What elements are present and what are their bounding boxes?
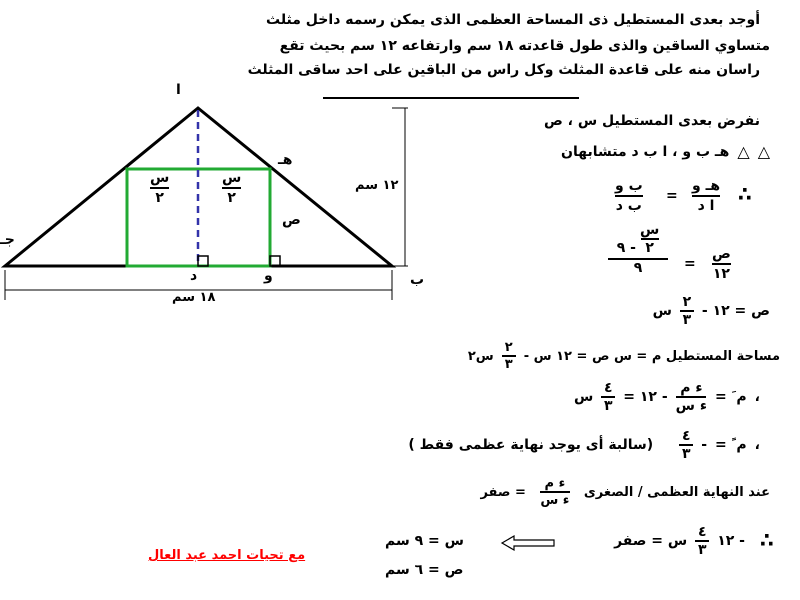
triangle-symbol-icon: △ xyxy=(737,142,750,161)
half-width-right: س ٢ xyxy=(222,170,242,206)
vertex-b-label: ب xyxy=(410,272,425,288)
problem-line-1: أوجد بعدى المستطيل ذى المساحة العظمى الذى يمكن رسمه داخل مثلث xyxy=(266,12,760,28)
arrow-left-icon xyxy=(500,534,556,552)
area-expression: مساحة المستطيل م = س ص = ١٢ س - ٢ ٣ س٢ xyxy=(467,340,780,372)
therefore-icon-2: ∴ xyxy=(760,528,774,552)
result-x: س = ٩ سم xyxy=(385,533,464,549)
point-h-label: هـ xyxy=(278,152,293,168)
eq2-nested-frac: ٩ - س ٢ ٩ xyxy=(608,222,668,276)
height-label: ١٢ سم xyxy=(355,178,399,193)
first-derivative: ، م َ = ء م ء س = ١٢ - ٤ ٣ س xyxy=(573,380,760,414)
problem-line-2: متساوي الساقين والذى طول قاعدته ١٨ سم وارتفاعه ١٢ سم بحيث تقع xyxy=(279,38,770,54)
triangle-figure xyxy=(0,0,420,320)
eq2-right: ص ١٢ xyxy=(712,246,731,282)
point-d-label: د xyxy=(190,268,198,284)
triangle-symbol-icon: △ xyxy=(757,142,770,161)
point-w-label: و xyxy=(264,268,273,284)
y-expression: ص = ١٢ - ٢ ٣ س xyxy=(652,294,770,328)
final-equation: ١٢ - ٤ ٣ س = صفر xyxy=(614,524,745,558)
similar-text: هـ ب و ، ا ب د متشابهان xyxy=(561,143,730,160)
equals-sign-1: = xyxy=(666,188,678,204)
ratio-right: ب و ب د xyxy=(615,178,643,214)
assume-line: نفرض بعدى المستطيل س ، ص xyxy=(543,113,760,129)
second-derivative: ، م ً = - ٤ ٣ (سالبة أى يوجد نهاية عظمى فقط ) xyxy=(408,428,760,462)
rect-height-label: ص xyxy=(282,212,301,228)
extreme-condition: عند النهاية العظمى / الصغرى ء م ء س = صفر xyxy=(480,476,770,508)
base-label: ١٨ سم xyxy=(172,290,216,305)
therefore-icon: ∴ xyxy=(738,182,752,206)
ratio-left: هـ و ا د xyxy=(692,178,721,214)
vertex-c-label: جـ xyxy=(0,232,15,248)
result-y: ص = ٦ سم xyxy=(385,562,464,578)
similar-line xyxy=(561,142,770,161)
signature: مع تحيات احمد عبد العال xyxy=(148,548,306,563)
vertex-a-label: ا xyxy=(176,82,181,98)
half-width-left: س ٢ xyxy=(150,170,170,206)
problem-line-3: راسان منه على قاعدة المثلث وكل راس من الباقين على احد ساقى المثلث xyxy=(247,62,760,78)
equals-sign-2: = xyxy=(684,256,696,272)
